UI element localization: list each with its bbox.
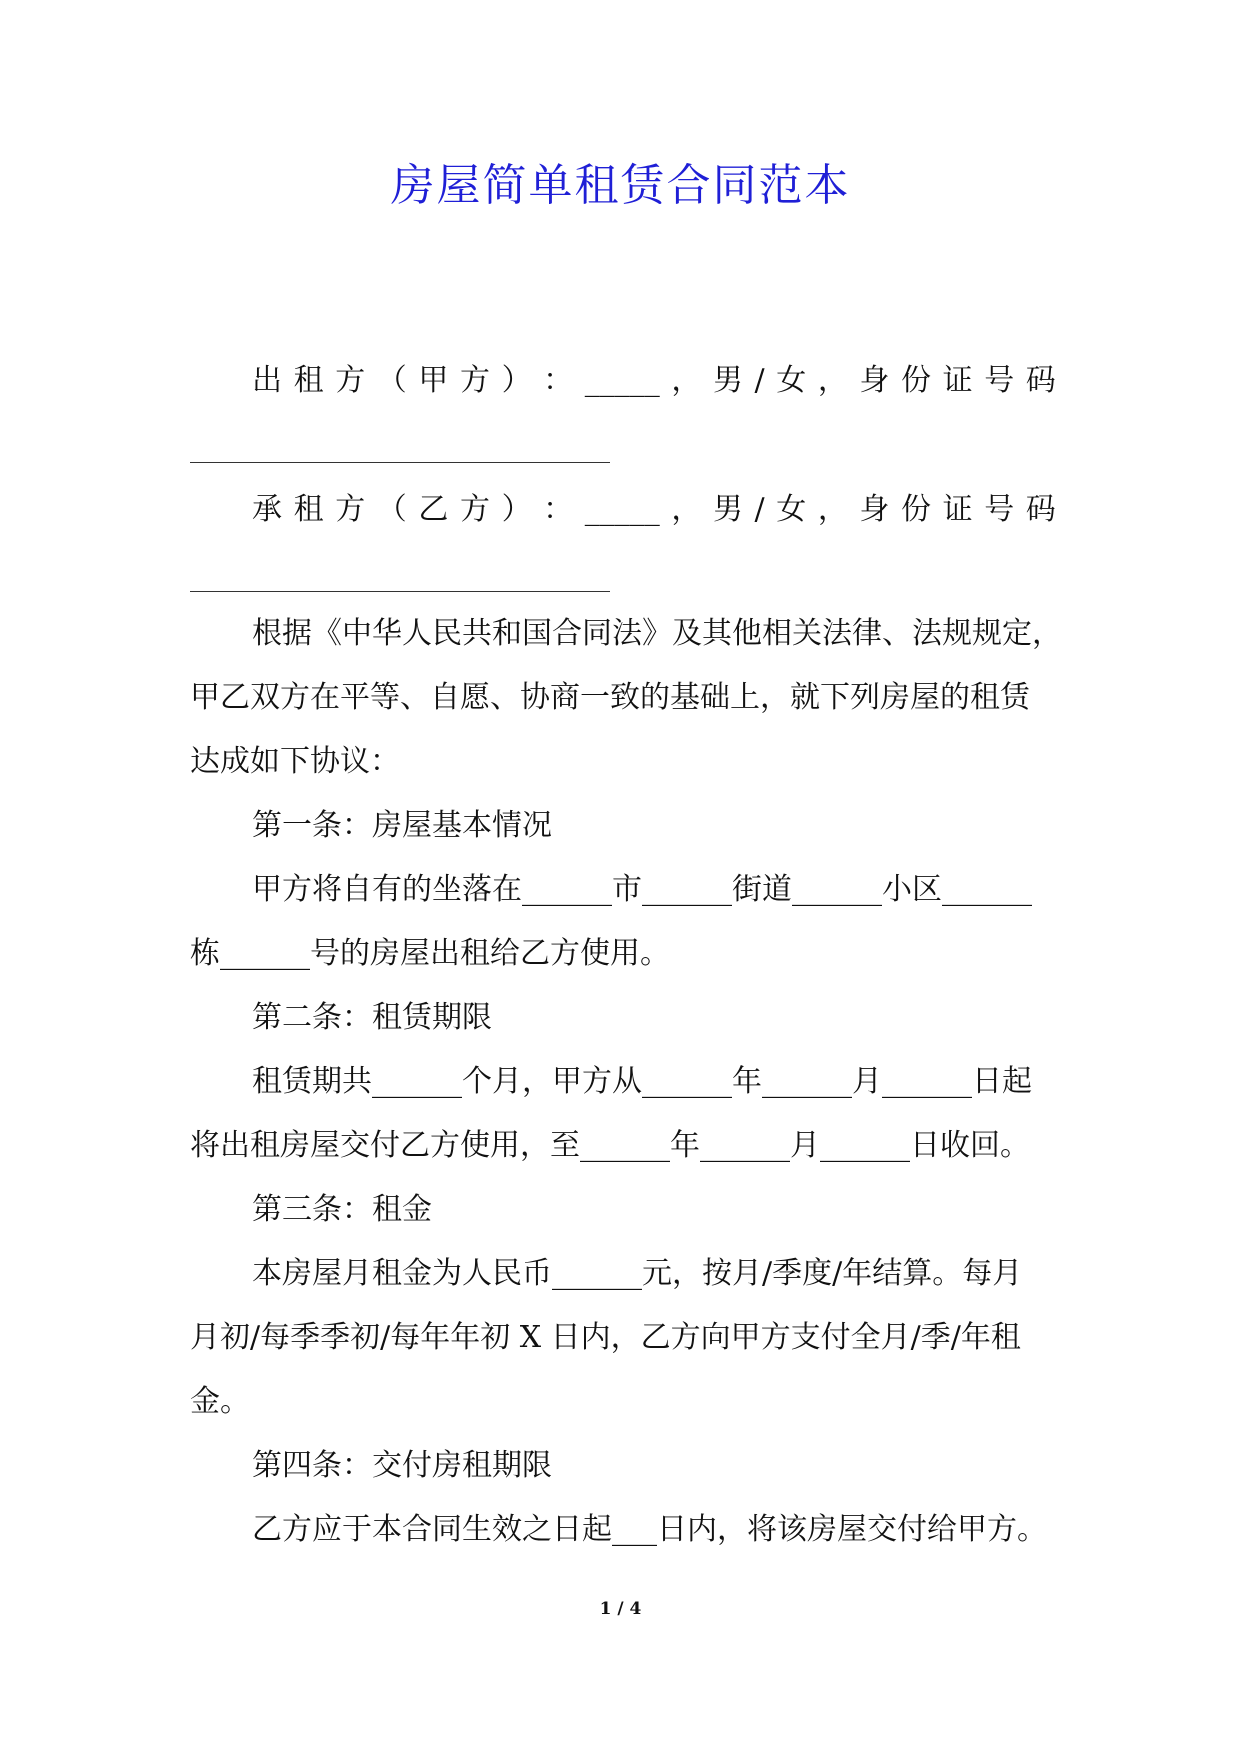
article-4-line-1: 乙方应于本合同生效之日起___日内，将该房屋交付给甲方。 (252, 1512, 1047, 1547)
line-char: 方 (335, 492, 366, 527)
line-char: ） (501, 492, 532, 527)
line-char: 身 (859, 492, 890, 527)
intro-line-2: 甲乙双方在平等、自愿、协商一致的基础上，就下列房屋的租赁 (190, 680, 1030, 715)
lessor-id-underline (190, 462, 610, 463)
line-char: ： (543, 492, 574, 527)
line-char: （ (376, 363, 407, 398)
line-char: / (754, 492, 765, 527)
line-char: 乙 (418, 492, 449, 527)
line-char: 出 (252, 363, 282, 398)
line-char: 甲 (418, 363, 449, 398)
line-char: ， (817, 363, 848, 398)
line-char: ： (543, 363, 574, 398)
intro-line-3: 达成如下协议： (190, 744, 400, 779)
line-char: 方 (335, 363, 366, 398)
lessee-line (252, 488, 1056, 532)
line-char: 身 (859, 363, 890, 398)
article-3-line-3: 金。 (190, 1384, 250, 1419)
line-char: 号 (984, 492, 1015, 527)
line-char: 男 (712, 492, 743, 527)
line-char: 女 (776, 363, 807, 398)
line-char: 证 (942, 363, 973, 398)
line-char: 女 (776, 492, 807, 527)
article-4-title: 第四条：交付房租期限 (252, 1448, 552, 1483)
line-char: 号 (984, 363, 1015, 398)
document-title: 房屋简单租赁合同范本 (390, 160, 851, 211)
line-char: 租 (293, 363, 324, 398)
line-char: 方 (459, 492, 490, 527)
line-char: （ (376, 492, 407, 527)
line-char: / (754, 363, 765, 398)
line-char: 承 (252, 492, 282, 527)
lessee-id-underline (190, 591, 610, 592)
article-3-title: 第三条：租金 (252, 1192, 432, 1227)
line-char: _____ (584, 492, 660, 527)
article-2-line-1: 租赁期共______个月，甲方从______年______月______日起 (252, 1064, 1032, 1099)
page-number: 1 / 4 (599, 1599, 642, 1619)
line-char: ， (671, 492, 702, 527)
line-char: ， (671, 363, 702, 398)
line-char: 码 (1025, 363, 1056, 398)
article-3-line-2: 月初/每季季初/每年年初 X 日内，乙方向甲方支付全月/季/年租 (190, 1320, 1021, 1355)
article-1-title: 第一条：房屋基本情况 (252, 808, 552, 843)
line-char: ， (817, 492, 848, 527)
line-char: 男 (712, 363, 743, 398)
line-char: ） (501, 363, 532, 398)
lessor-line (252, 359, 1056, 403)
line-char: 方 (459, 363, 490, 398)
line-char: _____ (584, 363, 660, 398)
line-char: 码 (1025, 492, 1056, 527)
article-1-line-2: 栋______号的房屋出租给乙方使用。 (190, 936, 670, 971)
article-3-line-1: 本房屋月租金为人民币______元，按月/季度/年结算。每月 (252, 1256, 1023, 1291)
article-1-line-1: 甲方将自有的坐落在______市______街道______小区______ (252, 872, 1032, 907)
line-char: 份 (901, 492, 932, 527)
line-char: 份 (901, 363, 932, 398)
line-char: 租 (293, 492, 324, 527)
article-2-line-2: 将出租房屋交付乙方使用，至______年______月______日收回。 (190, 1128, 1030, 1163)
intro-line-1: 根据《中华人民共和国合同法》及其他相关法律、法规规定， (252, 616, 1062, 651)
article-2-title: 第二条：租赁期限 (252, 1000, 492, 1035)
line-char: 证 (942, 492, 973, 527)
